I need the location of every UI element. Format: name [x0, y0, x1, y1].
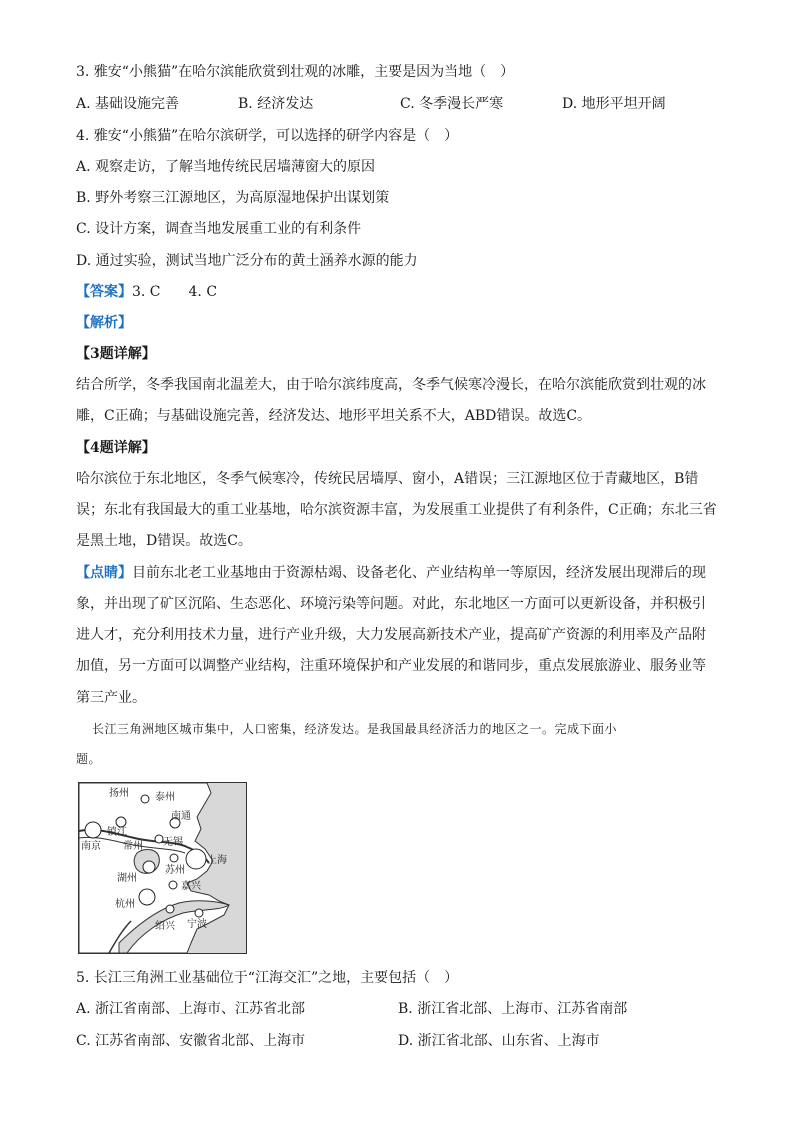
- answer-tag: 【答案】: [76, 284, 132, 300]
- city-label-ningbo: 宁波: [187, 919, 207, 930]
- city-label-nantong: 南通: [171, 811, 191, 822]
- q5-option-c: C. 江苏省南部、安徽省北部、上海市: [76, 1033, 306, 1049]
- city-dot-nanjing: [85, 822, 101, 838]
- city-label-zhenjiang: 镇江: [107, 827, 127, 838]
- detail4-line-3: 是黑土地，D错误。故选C。: [76, 533, 252, 549]
- yangtze-delta-map: [78, 782, 247, 954]
- q5-option-d: D. 浙江省北部、山东省、上海市: [398, 1033, 600, 1049]
- comment-line-4: 加值，另一方面可以调整产业结构，注重环境保护和产业发展的和谐同步，重点发展旅游业、服务业等: [76, 658, 706, 674]
- city-label-jiaxing: 嘉兴: [181, 881, 201, 892]
- city-label-yangzhou: 扬州: [109, 788, 129, 799]
- intro-line-2: 题。: [76, 752, 102, 766]
- detail4-line-2: 误；东北有我国最大的重工业基地，哈尔滨资源丰富，为发展重工业提供了有利条件，C正确；东北三省: [76, 502, 717, 518]
- city-label-nanjing: 南京: [81, 841, 101, 852]
- city-label-suzhou: 苏州: [165, 865, 185, 876]
- comment-line-1: [76, 563, 706, 583]
- city-dot-huzhou: [143, 861, 155, 873]
- answer-line: [76, 282, 217, 302]
- q4-option-b: B. 野外考察三江源地区，为高原湿地保护出谋划策: [76, 190, 390, 206]
- city-dot-shanghai: [186, 849, 206, 869]
- city-dot-hangzhou: [139, 889, 155, 905]
- detail3-line-2: 雕，C正确；与基础设施完善，经济发达、地形平坦关系不大，ABD错误。故选C。: [76, 408, 592, 424]
- q3-option-a: A. 基础设施完善: [76, 96, 180, 112]
- q5-option-a: A. 浙江省南部、上海市、江苏省北部: [76, 1001, 306, 1017]
- detail3-line-1: 结合所学，冬季我国南北温差大，由于哈尔滨纬度高，冬季气候寒冷漫长，在哈尔滨能欣赏到壮观的冰: [76, 377, 706, 393]
- comment-text-1: 目前东北老工业基地由于资源枯竭、设备老化、产业结构单一等原因，经济发展出现滞后的现: [132, 565, 706, 581]
- q4-option-c: C. 设计方案，调查当地发展重工业的有利条件: [76, 221, 362, 237]
- city-label-shanghai: 上海: [207, 855, 227, 866]
- q4-option-d: D. 通过实验，测试当地广泛分布的黄土涵养水源的能力: [76, 253, 418, 269]
- detail4-line-1: 哈尔滨位于东北地区，冬季气候寒冷，传统民居墙厚、窗小，A错误；三江源地区位于青藏地区，B错: [76, 471, 699, 487]
- comment-line-5: 第三产业。: [76, 690, 146, 706]
- city-dot-suzhou: [170, 854, 178, 862]
- city-dot-shaoxing: [166, 905, 174, 913]
- comment-line-2: 象，并出现了矿区沉陷、生态恶化、环境污染等问题。对此，东北地区一方面可以更新设备，并积极引: [76, 596, 706, 612]
- q4-option-a: A. 观察走访，了解当地传统民居墙薄窗大的原因: [76, 159, 376, 175]
- q3-option-c: C. 冬季漫长严寒: [400, 96, 504, 112]
- city-dot-jiaxing: [169, 881, 177, 889]
- answer-text: 3. C 4. C: [132, 284, 218, 300]
- q3-option-d: D. 地形平坦开阔: [562, 96, 666, 112]
- detail4-heading: 【4题详解】: [76, 440, 156, 456]
- city-label-wuxi: 无锡: [163, 837, 183, 848]
- city-dot-ningbo: [195, 909, 203, 917]
- comment-tag: 【点睛】: [76, 565, 132, 581]
- detail3-heading: 【3题详解】: [76, 346, 156, 362]
- q3-option-b: B. 经济发达: [238, 96, 314, 112]
- city-label-hangzhou: 杭州: [115, 899, 135, 910]
- city-label-shaoxing: 绍兴: [155, 921, 175, 932]
- q4-stem: 4. 雅安“小熊猫”在哈尔滨研学，可以选择的研学内容是（ ）: [76, 128, 459, 144]
- city-label-huzhou: 湖州: [117, 873, 137, 884]
- city-label-taizhou: 泰州: [155, 792, 175, 803]
- q3-stem: 3. 雅安“小熊猫”在哈尔滨能欣赏到壮观的冰雕，主要是因为当地（ ）: [76, 64, 515, 80]
- city-dot-zhenjiang: [116, 817, 126, 827]
- city-dot-wuxi: [155, 835, 163, 843]
- q5-stem: 5. 长江三角洲工业基础位于“江海交汇”之地，主要包括（ ）: [76, 970, 459, 986]
- city-dot-taizhou: [141, 795, 149, 803]
- intro-line-1: 长江三角洲地区城市集中，人口密集，经济发达。是我国最具经济活力的地区之一。完成下面小: [92, 722, 618, 736]
- q5-option-b: B. 浙江省北部、上海市、江苏省南部: [398, 1001, 628, 1017]
- map-svg: [79, 783, 246, 953]
- comment-line-3: 进人才，充分利用技术力量，进行产业升级，大力发展高新技术产业，提高矿产资源的利用率及产品附: [76, 627, 706, 643]
- city-label-changzhou: 常州: [123, 841, 143, 852]
- analysis-tag: 【解析】: [76, 315, 132, 331]
